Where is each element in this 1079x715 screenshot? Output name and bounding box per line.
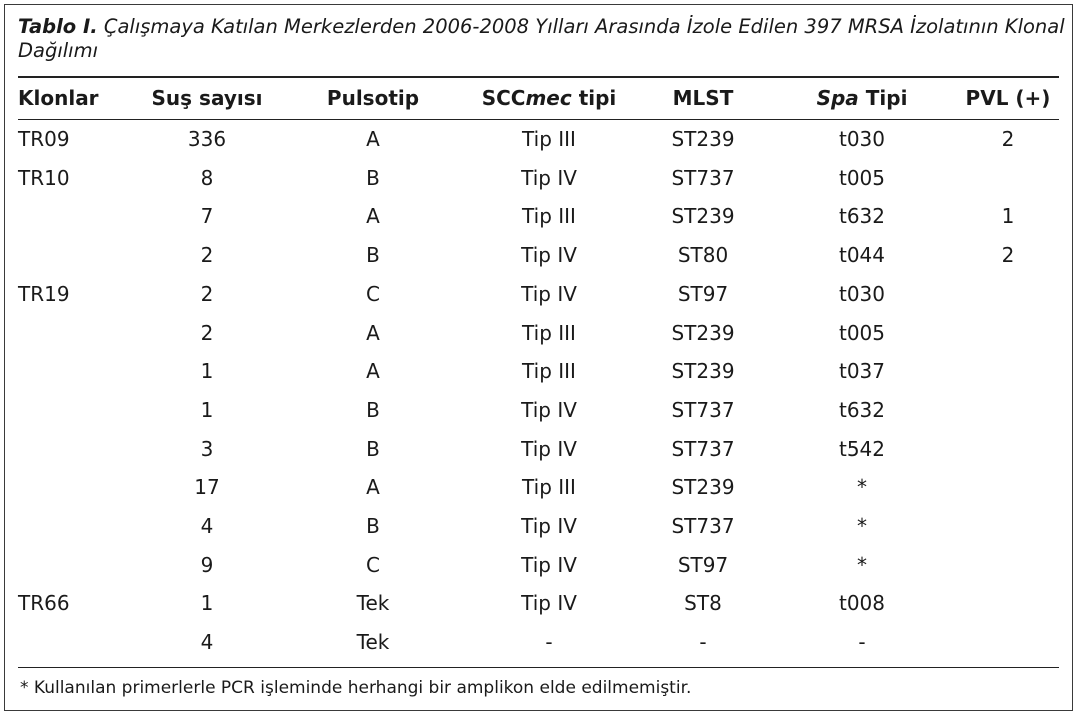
cell-klon: TR10	[18, 166, 70, 190]
cell-spa-tipi: *	[857, 475, 867, 499]
header-klonlar: Klonlar	[18, 86, 99, 110]
cell-klon: TR09	[18, 127, 70, 151]
cell-spa-tipi: t030	[838, 127, 886, 151]
header-pulsotip: Pulsotip	[326, 86, 420, 110]
header-mlst: MLST	[672, 86, 734, 110]
cell-pulsotip: A	[366, 321, 380, 345]
cell-pulsotip: C	[366, 553, 380, 577]
cell-sus-sayisi: 9	[200, 553, 214, 577]
cell-sccmec-tipi: Tip IV	[521, 591, 577, 615]
caption-text: Çalışmaya Katılan Merkezlerden 2006-2008 Yılları Arasında İzole Edilen 397 MRSA İzolatının Klonal Dağılımı	[18, 15, 1065, 62]
cell-sccmec-tipi: Tip III	[522, 475, 576, 499]
cell-mlst: ST737	[671, 514, 735, 538]
cell-sccmec-tipi: Tip IV	[521, 553, 577, 577]
cell-sus-sayisi: 336	[187, 127, 227, 151]
cell-pvl: 2	[1001, 243, 1015, 267]
cell-mlst: ST239	[671, 359, 735, 383]
cell-sccmec-tipi: -	[545, 630, 553, 654]
cell-mlst: ST737	[671, 166, 735, 190]
cell-sus-sayisi: 7	[200, 204, 214, 228]
cell-sus-sayisi: 1	[200, 398, 214, 422]
cell-sus-sayisi: 1	[200, 359, 214, 383]
cell-pulsotip: C	[366, 282, 380, 306]
cell-mlst: ST239	[671, 127, 735, 151]
cell-sus-sayisi: 4	[200, 514, 214, 538]
cell-pulsotip: Tek	[356, 630, 390, 654]
header-spa-italic: Spa	[816, 86, 859, 110]
cell-sccmec-tipi: Tip IV	[521, 243, 577, 267]
cell-pulsotip: A	[366, 204, 380, 228]
cell-mlst: ST239	[671, 321, 735, 345]
cell-spa-tipi: -	[858, 630, 866, 654]
cell-pulsotip: B	[366, 243, 380, 267]
cell-spa-tipi: t030	[838, 282, 886, 306]
cell-pulsotip: B	[366, 437, 380, 461]
cell-klon: TR66	[18, 591, 70, 615]
cell-sus-sayisi: 3	[200, 437, 214, 461]
cell-sccmec-tipi: Tip IV	[521, 282, 577, 306]
cell-sus-sayisi: 2	[200, 243, 214, 267]
cell-pulsotip: A	[366, 475, 380, 499]
header-sccmec-suffix: tipi	[571, 86, 617, 110]
cell-sccmec-tipi: Tip III	[522, 359, 576, 383]
caption-label: Tablo I.	[18, 15, 98, 38]
cell-sccmec-tipi: Tip IV	[521, 437, 577, 461]
cell-sccmec-tipi: Tip IV	[521, 398, 577, 422]
cell-spa-tipi: *	[857, 514, 867, 538]
cell-spa-tipi: t005	[838, 321, 886, 345]
cell-sccmec-tipi: Tip III	[522, 321, 576, 345]
cell-mlst: ST737	[671, 398, 735, 422]
header-sccmec-italic: mec	[525, 86, 572, 110]
cell-sus-sayisi: 17	[194, 475, 220, 499]
cell-sus-sayisi: 4	[200, 630, 214, 654]
cell-sccmec-tipi: Tip III	[522, 127, 576, 151]
header-sus-sayisi: Suş sayısı	[151, 86, 263, 110]
cell-pulsotip: Tek	[356, 591, 390, 615]
cell-pulsotip: A	[366, 127, 380, 151]
cell-mlst: ST8	[684, 591, 722, 615]
cell-mlst: ST80	[677, 243, 729, 267]
cell-spa-tipi: t044	[838, 243, 886, 267]
table-footnote: * Kullanılan primerlerle PCR işleminde herhangi bir amplikon elde edilmemiştir.	[20, 678, 692, 698]
cell-sccmec-tipi: Tip IV	[521, 514, 577, 538]
cell-mlst: ST97	[677, 282, 729, 306]
cell-sccmec-tipi: Tip III	[522, 204, 576, 228]
cell-sus-sayisi: 8	[200, 166, 214, 190]
cell-pvl: 2	[1001, 127, 1015, 151]
cell-mlst: -	[699, 630, 707, 654]
cell-pulsotip: A	[366, 359, 380, 383]
cell-mlst: ST239	[671, 204, 735, 228]
cell-pvl: 1	[1001, 204, 1015, 228]
header-sccmec-prefix: SCC	[481, 86, 526, 110]
cell-sus-sayisi: 2	[200, 321, 214, 345]
cell-pulsotip: B	[366, 398, 380, 422]
cell-spa-tipi: t005	[838, 166, 886, 190]
header-spa-suffix: Tipi	[858, 86, 908, 110]
cell-klon: TR19	[18, 282, 70, 306]
cell-mlst: ST97	[677, 553, 729, 577]
cell-sus-sayisi: 2	[200, 282, 214, 306]
cell-spa-tipi: t632	[838, 398, 886, 422]
cell-pulsotip: B	[366, 166, 380, 190]
cell-spa-tipi: t632	[838, 204, 886, 228]
cell-sus-sayisi: 1	[200, 591, 214, 615]
cell-spa-tipi: t037	[838, 359, 886, 383]
header-pvl: PVL (+)	[965, 86, 1051, 110]
cell-spa-tipi: t008	[838, 591, 886, 615]
cell-spa-tipi: *	[857, 553, 867, 577]
cell-mlst: ST737	[671, 437, 735, 461]
cell-spa-tipi: t542	[838, 437, 886, 461]
cell-sccmec-tipi: Tip IV	[521, 166, 577, 190]
cell-mlst: ST239	[671, 475, 735, 499]
header-spa-tipi	[817, 86, 908, 110]
header-sccmec-tipi	[482, 86, 617, 110]
cell-pulsotip: B	[366, 514, 380, 538]
